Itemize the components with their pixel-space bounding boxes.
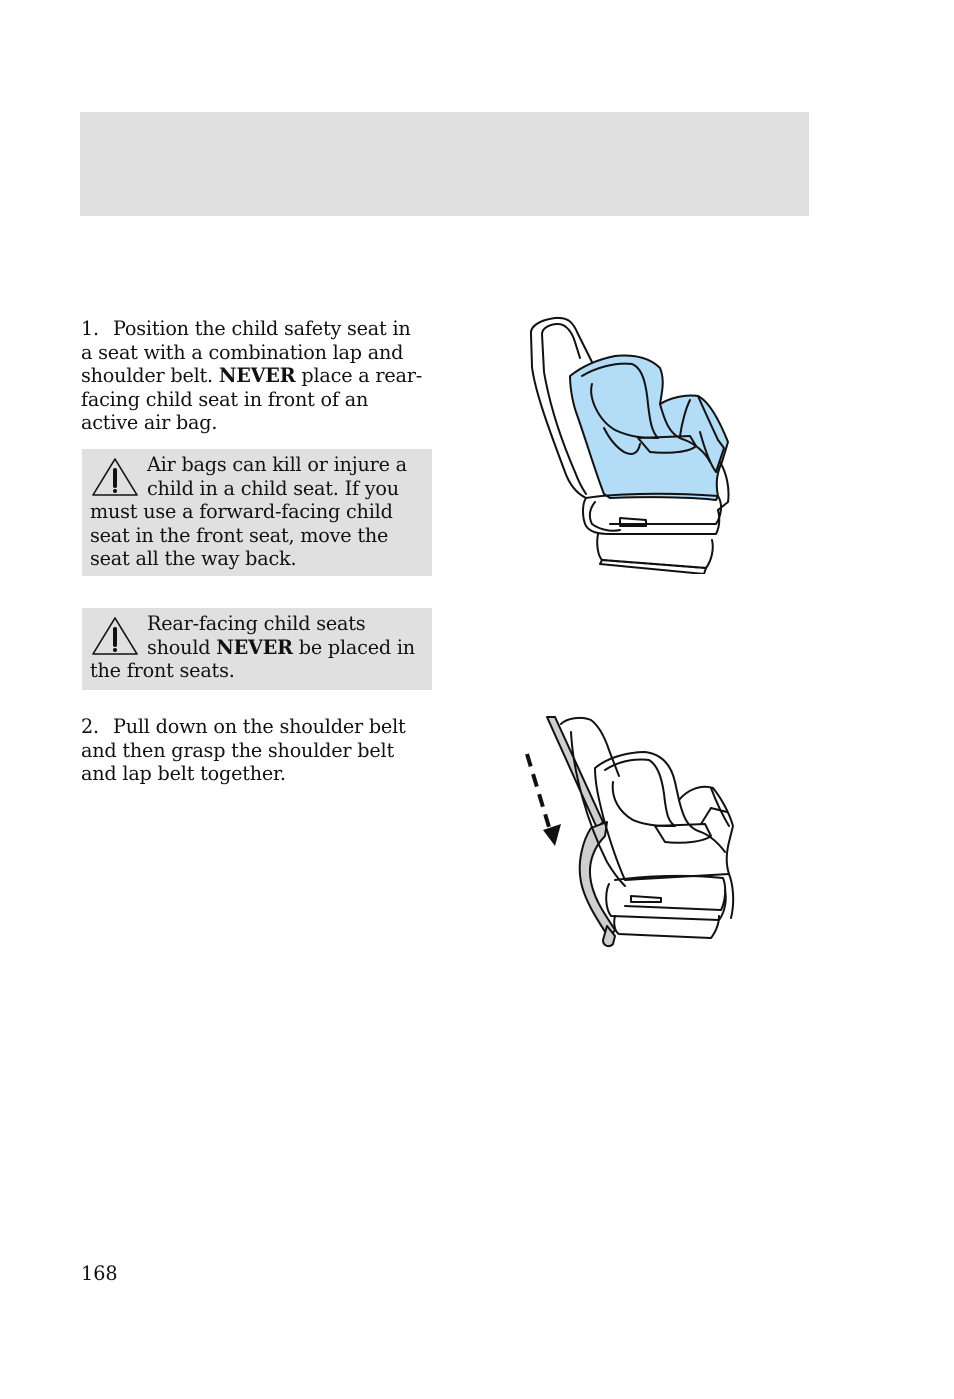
warning-triangle-icon bbox=[90, 455, 140, 499]
warning-box-airbag bbox=[82, 449, 432, 576]
never-emphasis: NEVER bbox=[218, 364, 296, 387]
warning-box-rear-facing bbox=[82, 608, 432, 690]
step-2-text: 2. Pull down on the shoulder belt and then grasp the shoulder belt and lap belt together. bbox=[81, 715, 406, 785]
page-number: 168 bbox=[81, 1262, 118, 1285]
warning-2-text-end: be placed in the front seats. bbox=[90, 635, 415, 682]
pull-shoulder-belt-illustration bbox=[515, 712, 743, 954]
never-emphasis: NEVER bbox=[216, 635, 293, 659]
header-band bbox=[80, 112, 809, 216]
step-1-number: 1. bbox=[81, 317, 99, 340]
warning-2-text-start: Rear-facing child seats should bbox=[147, 612, 366, 659]
child-seat-in-vehicle-seat-illustration bbox=[520, 312, 740, 574]
step-1-text: 1. Position the child safety seat in a seat with a combination lap and shoulder belt. NEVER place a rear-facing child seat in front of an active air bag. bbox=[81, 317, 423, 434]
step-2-number: 2. bbox=[81, 715, 99, 738]
warning-1-text: Air bags can kill or injure a child in a child seat. If you must use a forward-facing child seat in the front seat, move the seat all the way back. bbox=[90, 453, 407, 570]
pull-down-arrow-icon bbox=[527, 754, 561, 846]
warning-triangle-icon bbox=[90, 614, 140, 658]
